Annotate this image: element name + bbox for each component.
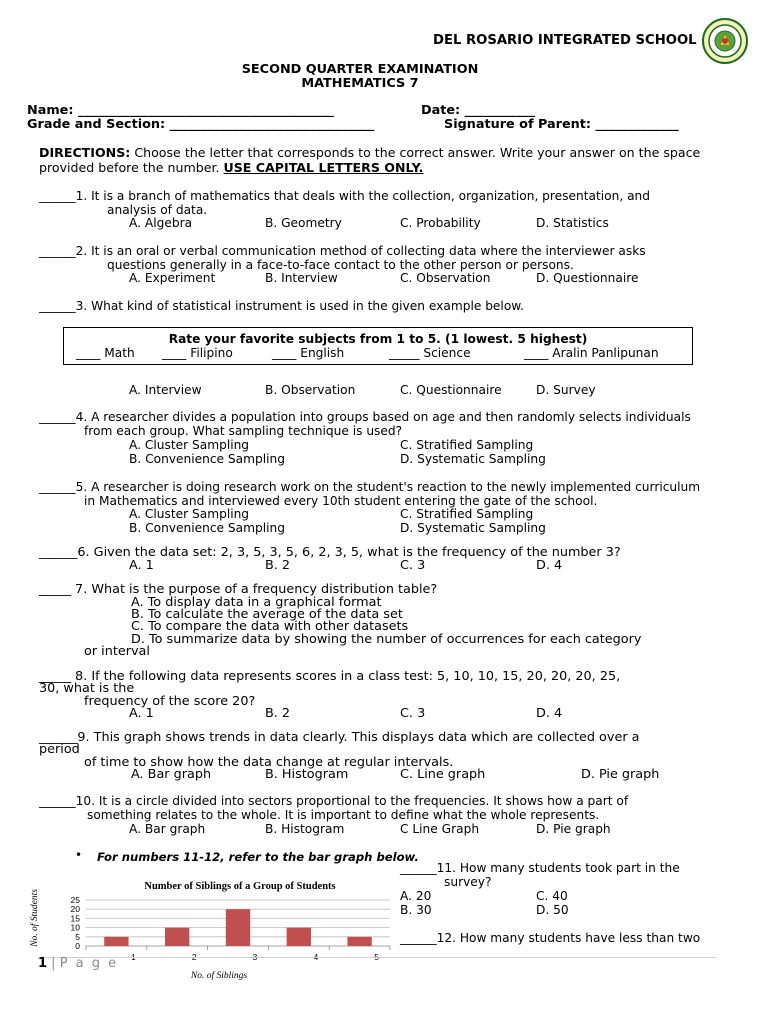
chart-x-tick-label: 5	[374, 952, 379, 962]
grade-section-field[interactable]: Grade and Section: ________________________________	[27, 117, 375, 132]
rating-item-filipino: ____ Filipino	[162, 346, 233, 360]
q5-choice-b: B. Convenience Sampling	[129, 521, 285, 535]
question-8-stem-cont2: frequency of the score 20?	[84, 694, 256, 709]
question-2-stem-cont: questions generally in a face-to-face contact to the other person or persons.	[107, 258, 574, 272]
chart-bar	[165, 928, 189, 946]
q4-choice-c: C. Stratified Sampling	[400, 438, 534, 452]
q8-choice-d: D. 4	[536, 706, 563, 721]
chart-y-tick-label: 25	[70, 895, 80, 905]
chart-y-tick-label: 0	[75, 941, 80, 951]
q7-choice-a: A. To display data in a graphical format	[131, 595, 382, 610]
question-7-stem: _____ 7. What is the purpose of a frequency distribution table?	[39, 582, 438, 597]
chart-x-tick-label: 1	[131, 952, 136, 962]
chart-reference-note: For numbers 11-12, refer to the bar graph below.	[97, 850, 419, 864]
page-number: 1	[38, 956, 48, 971]
question-1-stem-cont: analysis of data.	[107, 203, 208, 217]
q6-choice-d: D. 4	[536, 558, 563, 573]
subject-title: MATHEMATICS 7	[301, 76, 419, 91]
q6-choice-b: B. 2	[265, 558, 291, 573]
question-3-stem: ______3. What kind of statistical instrument is used in the given example below.	[39, 299, 524, 313]
directions	[39, 146, 739, 175]
q11-choice-d: D. 50	[536, 903, 569, 917]
page-separator: |	[47, 956, 60, 971]
q7-choice-d: D. To summarize data by showing the number of occurrences for each category	[131, 632, 642, 647]
chart-x-tick-label: 2	[191, 952, 197, 962]
chart-title: Number of Siblings of a Group of Students	[144, 881, 336, 892]
chart-y-axis-label: No. of Students	[30, 889, 40, 947]
chart-y-tick-label: 15	[70, 913, 80, 924]
page-word: P a g e	[59, 956, 119, 971]
q6-choice-a: A. 1	[129, 558, 154, 573]
q7-choice-d-cont: or interval	[84, 644, 150, 659]
q10-choice-a: A. Bar graph	[129, 822, 206, 836]
question-8-stem-cont: 30, what is the	[39, 681, 135, 696]
directions-emphasis: USE CAPITAL LETTERS ONLY.	[223, 159, 424, 175]
q1-choice-a: A. Algebra	[129, 216, 193, 230]
q4-choice-a: A. Cluster Sampling	[129, 438, 250, 452]
question-8-stem: _____ 8. If the following data represents scores in a class test: 5, 10, 10, 15, 20, 20, 20, 25,	[39, 669, 621, 684]
q9-choice-b: B. Histogram	[265, 767, 349, 782]
question-4-stem-cont: from each group. What sampling technique is used?	[84, 424, 403, 438]
question-12-stem: ______12. How many students have less than two	[400, 931, 701, 945]
exam-title: SECOND QUARTER EXAMINATION	[241, 62, 479, 77]
q2-choice-d: D. Questionnaire	[536, 271, 639, 285]
q3-choice-d: D. Survey	[536, 383, 596, 397]
q11-choice-a: A. 20	[400, 889, 432, 903]
date-field[interactable]: Date: ___________	[421, 103, 536, 118]
q9-choice-a: A. Bar graph	[131, 767, 212, 782]
question-11-stem: ______11. How many students took part in the	[400, 861, 680, 875]
question-11-stem-cont: survey?	[444, 875, 492, 889]
chart-bar	[226, 909, 250, 946]
rating-item-science: _____ Science	[389, 346, 471, 360]
q10-choice-d: D. Pie graph	[536, 822, 611, 836]
q10-choice-b: B. Histogram	[265, 822, 345, 836]
footer-divider	[38, 957, 716, 958]
q5-choice-d: D. Systematic Sampling	[400, 521, 546, 535]
chart-x-axis-label: No. of Siblings	[190, 971, 248, 981]
question-5-stem-cont: in Mathematics and interviewed every 10th student entering the gate of the school.	[84, 494, 598, 508]
q3-choice-b: B. Observation	[265, 383, 356, 397]
rating-item-english: ____ English	[272, 346, 345, 360]
school-seal-logo	[702, 18, 748, 64]
rating-item-aralin: ____ Aralin Panlipunan	[524, 346, 659, 360]
directions-text: Choose the letter that corresponds to the correct answer. Write your answer on the space provided before the number.	[39, 145, 701, 175]
chart-bar	[287, 928, 311, 946]
q7-choice-b: B. To calculate the average of the data set	[131, 607, 403, 622]
chart-bar	[104, 937, 128, 946]
chart-x-tick-label: 4	[313, 952, 319, 962]
question-9-stem-cont2: of time to show how the data change at regular intervals.	[84, 755, 454, 770]
question-5-stem: ______5. A researcher is doing research work on the student's reaction to the newly implemented curriculum	[39, 480, 701, 494]
bullet-icon: •	[75, 848, 83, 862]
question-10-stem: ______10. It is a circle divided into sectors proportional to the frequencies. It shows how a part of	[39, 794, 629, 808]
question-9-stem: ______9. This graph shows trends in data clearly. This displays data which are collected over a	[39, 730, 640, 745]
rating-item-math: ____ Math	[76, 346, 135, 360]
q2-choice-a: A. Experiment	[129, 271, 216, 285]
q8-choice-a: A. 1	[129, 706, 154, 721]
question-6-stem: ______6. Given the data set: 2, 3, 5, 3, 5, 6, 2, 3, 5, what is the frequency of the number 3?	[39, 545, 621, 560]
q2-choice-c: C. Observation	[400, 271, 491, 285]
q9-choice-c: C. Line graph	[400, 767, 486, 782]
rating-box-title: Rate your favorite subjects from 1 to 5. (1 lowest. 5 highest)	[168, 332, 588, 346]
question-10-stem-cont: something relates to the whole. It is important to define what the whole represents.	[87, 808, 600, 822]
q8-choice-b: B. 2	[265, 706, 291, 721]
chart-y-tick-label: 10	[70, 922, 80, 933]
q3-choice-a: A. Interview	[129, 383, 202, 397]
q1-choice-c: C. Probability	[400, 216, 481, 230]
q2-choice-b: B. Interview	[265, 271, 338, 285]
school-name: DEL ROSARIO INTEGRATED SCHOOL	[433, 33, 697, 48]
q6-choice-c: C. 3	[400, 558, 426, 573]
chart-x-tick-label: 3	[252, 952, 258, 962]
question-2-stem: ______2. It is an oral or verbal communication method of collecting data where the interviewer asks	[39, 244, 646, 258]
page-footer	[38, 956, 118, 971]
q5-choice-a: A. Cluster Sampling	[129, 507, 250, 521]
chart-bar	[347, 937, 371, 946]
parent-signature-field[interactable]: Signature of Parent: _____________	[444, 117, 679, 132]
q1-choice-b: B. Geometry	[265, 216, 342, 230]
q11-choice-b: B. 30	[400, 903, 432, 917]
q8-choice-c: C. 3	[400, 706, 426, 721]
q4-choice-b: B. Convenience Sampling	[129, 452, 285, 466]
name-field[interactable]: Name: ________________________________________	[27, 103, 334, 118]
q5-choice-c: C. Stratified Sampling	[400, 507, 534, 521]
q9-choice-d: D. Pie graph	[581, 767, 660, 782]
q7-choice-c: C. To compare the data with other datasets	[131, 619, 409, 634]
q1-choice-d: D. Statistics	[536, 216, 609, 230]
question-1-stem: ______1. It is a branch of mathematics that deals with the collection, organization, presentation, and	[39, 189, 651, 203]
q4-choice-d: D. Systematic Sampling	[400, 452, 546, 466]
q3-choice-c: C. Questionnaire	[400, 383, 502, 397]
q11-choice-c: C. 40	[536, 889, 568, 903]
q10-choice-c: C Line Graph	[400, 822, 480, 836]
directions-label: DIRECTIONS:	[39, 145, 131, 160]
chart-y-tick-label: 5	[75, 931, 80, 942]
question-4-stem: ______4. A researcher divides a population into groups based on age and then randomly selects individuals	[39, 410, 691, 424]
question-9-stem-cont: period	[39, 742, 80, 757]
chart-y-tick-label: 20	[70, 904, 80, 915]
